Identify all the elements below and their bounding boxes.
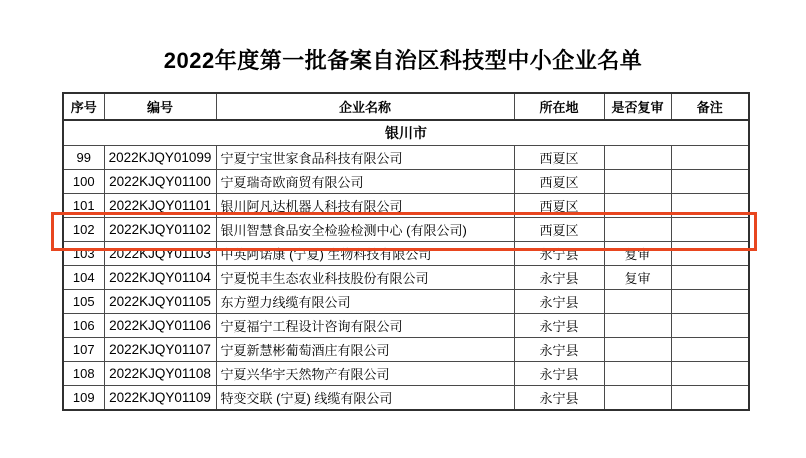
cell-remark bbox=[671, 194, 749, 218]
cell-seq: 103 bbox=[63, 242, 104, 266]
cell-review bbox=[604, 290, 671, 314]
cell-location: 永宁县 bbox=[514, 266, 604, 290]
header-seq: 序号 bbox=[63, 93, 104, 120]
cell-code: 2022KJQY01105 bbox=[104, 290, 216, 314]
cell-review bbox=[604, 338, 671, 362]
cell-seq: 104 bbox=[63, 266, 104, 290]
cell-name: 宁夏福宁工程设计咨询有限公司 bbox=[216, 314, 514, 338]
cell-review bbox=[604, 194, 671, 218]
table-row bbox=[63, 266, 749, 290]
cell-remark bbox=[671, 290, 749, 314]
table-row bbox=[63, 386, 749, 411]
cell-name: 银川智慧食品安全检验检测中心 (有限公司) bbox=[216, 218, 514, 242]
cell-code: 2022KJQY01103 bbox=[104, 242, 216, 266]
cell-name: 特变交联 (宁夏) 线缆有限公司 bbox=[216, 386, 514, 411]
cell-location: 西夏区 bbox=[514, 194, 604, 218]
cell-seq: 101 bbox=[63, 194, 104, 218]
cell-seq: 108 bbox=[63, 362, 104, 386]
table-row bbox=[63, 194, 749, 218]
cell-remark bbox=[671, 242, 749, 266]
cell-name: 宁夏宁宝世家食品科技有限公司 bbox=[216, 146, 514, 170]
cell-seq: 105 bbox=[63, 290, 104, 314]
header-review: 是否复审 bbox=[604, 93, 671, 120]
header-remark: 备注 bbox=[671, 93, 749, 120]
cell-seq: 102 bbox=[63, 218, 104, 242]
cell-code: 2022KJQY01109 bbox=[104, 386, 216, 411]
cell-location: 永宁县 bbox=[514, 242, 604, 266]
cell-remark bbox=[671, 386, 749, 411]
table-row bbox=[63, 314, 749, 338]
cell-review bbox=[604, 146, 671, 170]
cell-remark bbox=[671, 146, 749, 170]
cell-remark bbox=[671, 362, 749, 386]
highlighted-table-row bbox=[63, 218, 749, 242]
cell-seq: 107 bbox=[63, 338, 104, 362]
cell-code: 2022KJQY01102 bbox=[104, 218, 216, 242]
cell-remark bbox=[671, 266, 749, 290]
table-row bbox=[63, 242, 749, 266]
cell-location: 永宁县 bbox=[514, 362, 604, 386]
cell-location: 西夏区 bbox=[514, 170, 604, 194]
page-title: 2022年度第一批备案自治区科技型中小企业名单 bbox=[163, 48, 643, 73]
cell-code: 2022KJQY01108 bbox=[104, 362, 216, 386]
cell-name: 宁夏新慧彬葡萄酒庄有限公司 bbox=[216, 338, 514, 362]
cell-review: 复审 bbox=[604, 266, 671, 290]
cell-review bbox=[604, 170, 671, 194]
cell-seq: 99 bbox=[63, 146, 104, 170]
cell-review bbox=[604, 362, 671, 386]
table-header-row bbox=[63, 93, 749, 120]
table-row bbox=[63, 170, 749, 194]
header-code: 编号 bbox=[104, 93, 216, 120]
cell-seq: 100 bbox=[63, 170, 104, 194]
cell-code: 2022KJQY01099 bbox=[104, 146, 216, 170]
cell-code: 2022KJQY01101 bbox=[104, 194, 216, 218]
cell-code: 2022KJQY01104 bbox=[104, 266, 216, 290]
city-group-row bbox=[63, 120, 749, 146]
cell-code: 2022KJQY01107 bbox=[104, 338, 216, 362]
city-group-label: 银川市 bbox=[63, 120, 749, 146]
table-row bbox=[63, 338, 749, 362]
header-name: 企业名称 bbox=[216, 93, 514, 120]
cell-review bbox=[604, 386, 671, 411]
cell-code: 2022KJQY01100 bbox=[104, 170, 216, 194]
cell-remark bbox=[671, 218, 749, 242]
cell-location: 永宁县 bbox=[514, 290, 604, 314]
cell-location: 西夏区 bbox=[514, 218, 604, 242]
table-row bbox=[63, 290, 749, 314]
table-row bbox=[63, 362, 749, 386]
cell-seq: 109 bbox=[63, 386, 104, 411]
cell-location: 永宁县 bbox=[514, 314, 604, 338]
cell-review bbox=[604, 218, 671, 242]
cell-seq: 106 bbox=[63, 314, 104, 338]
cell-name: 宁夏悦丰生态农业科技股份有限公司 bbox=[216, 266, 514, 290]
cell-name: 宁夏瑞奇欧商贸有限公司 bbox=[216, 170, 514, 194]
cell-name: 东方塑力线缆有限公司 bbox=[216, 290, 514, 314]
cell-name: 中英阿诺康 (宁夏) 生物科技有限公司 bbox=[216, 242, 514, 266]
cell-remark bbox=[671, 170, 749, 194]
cell-location: 永宁县 bbox=[514, 338, 604, 362]
cell-location: 西夏区 bbox=[514, 146, 604, 170]
cell-name: 宁夏兴华宇天然物产有限公司 bbox=[216, 362, 514, 386]
cell-review: 复审 bbox=[604, 242, 671, 266]
company-table bbox=[62, 92, 750, 411]
cell-code: 2022KJQY01106 bbox=[104, 314, 216, 338]
cell-location: 永宁县 bbox=[514, 386, 604, 411]
cell-remark bbox=[671, 314, 749, 338]
cell-remark bbox=[671, 338, 749, 362]
cell-review bbox=[604, 314, 671, 338]
cell-name: 银川阿凡达机器人科技有限公司 bbox=[216, 194, 514, 218]
header-location: 所在地 bbox=[514, 93, 604, 120]
table-row bbox=[63, 146, 749, 170]
